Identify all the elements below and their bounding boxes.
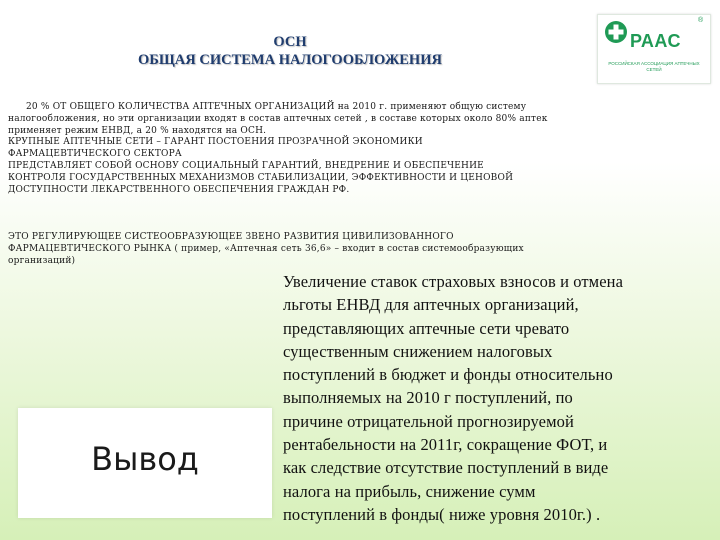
conclusion-line: Увеличение ставок страховых взносов и отмена <box>283 272 623 291</box>
title-line-2: ОБЩАЯ СИСТЕМА НАЛОГООБЛОЖЕНИЯ <box>138 52 442 68</box>
slide-title <box>60 33 520 69</box>
title-line-1: ОСН <box>273 34 307 50</box>
conclusion-line: налога на прибыль, снижение сумм <box>283 481 536 501</box>
conclusion-line: существенным снижением налоговых <box>283 341 553 361</box>
raas-logo <box>597 14 711 84</box>
paragraph-2-line: ФАРМАЦЕВТИЧЕСКОГО РЫНКА ( пример, «Аптечная сеть 36,6» – входит в состав системообразующих <box>8 243 524 254</box>
conclusion-line: причине отрицательной прогнозируемой <box>283 411 574 431</box>
paragraph-2 <box>8 232 692 267</box>
conclusion-line: поступлений в бюджет и фонды относительно <box>283 365 613 385</box>
paragraph-2-line: ЭТО РЕГУЛИРУЮЩЕЕ СИСТЕООБРАЗУЮЩЕЕ ЗВЕНО РАЗВИТИЯ ЦИВИЛИЗОВАННОГО <box>8 232 454 242</box>
registered-mark: ® <box>698 17 704 24</box>
conclusion-label: Вывод <box>91 440 199 478</box>
conclusion-label-box <box>18 408 272 518</box>
paragraph-2-line: организаций) <box>8 255 76 266</box>
conclusion-line: поступлений в фонды( ниже уровня 2010г.) . <box>283 504 601 524</box>
conclusion-line: льготы ЕНВД для аптечных организаций, <box>283 295 579 315</box>
paragraph-1-line: применяет режим ЕНВД, а 20 % находятся на ОСН. <box>8 125 267 136</box>
paragraph-1-line: ФАРМАЦЕВТИЧЕСКОГО СЕКТОРА <box>8 149 182 160</box>
paragraph-1-line: налогообложения, но эти организации входят в состав аптечных сетей , в составе которых около 80% аптек <box>8 113 548 124</box>
conclusion-line: рентабельности на 2011г, сокращение ФОТ, и <box>283 435 608 455</box>
medical-cross-icon <box>604 20 628 44</box>
paragraph-1-line: КОНТРОЛЯ ГОСУДАРСТВЕННЫХ МЕХАНИЗМОВ СТАБИЛИЗАЦИИ, ЭФФЕКТИВНОСТИ И ЦЕНОВОЙ <box>8 172 514 183</box>
conclusion-line: представляющих аптечные сети чревато <box>283 318 570 338</box>
conclusion-line: как следствие отсутствие поступлений в виде <box>283 458 609 478</box>
paragraph-1-line: ДОСТУПНОСТИ ЛЕКАРСТВЕННОГО ОБЕСПЕЧЕНИЯ ГРАЖДАН РФ. <box>8 184 350 195</box>
conclusion-line: выполняемых на 2010 г поступлений, по <box>283 388 573 408</box>
paragraph-1 <box>8 102 692 196</box>
logo-text: РААС <box>630 31 681 51</box>
conclusion-text <box>283 270 703 526</box>
paragraph-1-line: КРУПНЫЕ АПТЕЧНЫЕ СЕТИ – ГАРАНТ ПОСТОЕНИЯ ПРОЗРАЧНОЙ ЭКОНОМИКИ <box>8 137 423 148</box>
paragraph-1-line: ПРЕДСТАВЛЯЕТ СОБОЙ ОСНОВУ СОЦИАЛЬНЫЙ ГАРАНТИЙ, ВНЕДРЕНИЕ И ОБЕСПЕЧЕНИЕ <box>8 160 484 171</box>
logo-subtitle: РОССИЙСКАЯ АССОЦИАЦИЯ АПТЕЧНЫХ СЕТЕЙ <box>608 61 700 72</box>
paragraph-1-line: 20 % ОТ ОБЩЕГО КОЛИЧЕСТВА АПТЕЧНЫХ ОРГАНИЗАЦИЙ на 2010 г. применяют общую систему <box>26 102 527 112</box>
